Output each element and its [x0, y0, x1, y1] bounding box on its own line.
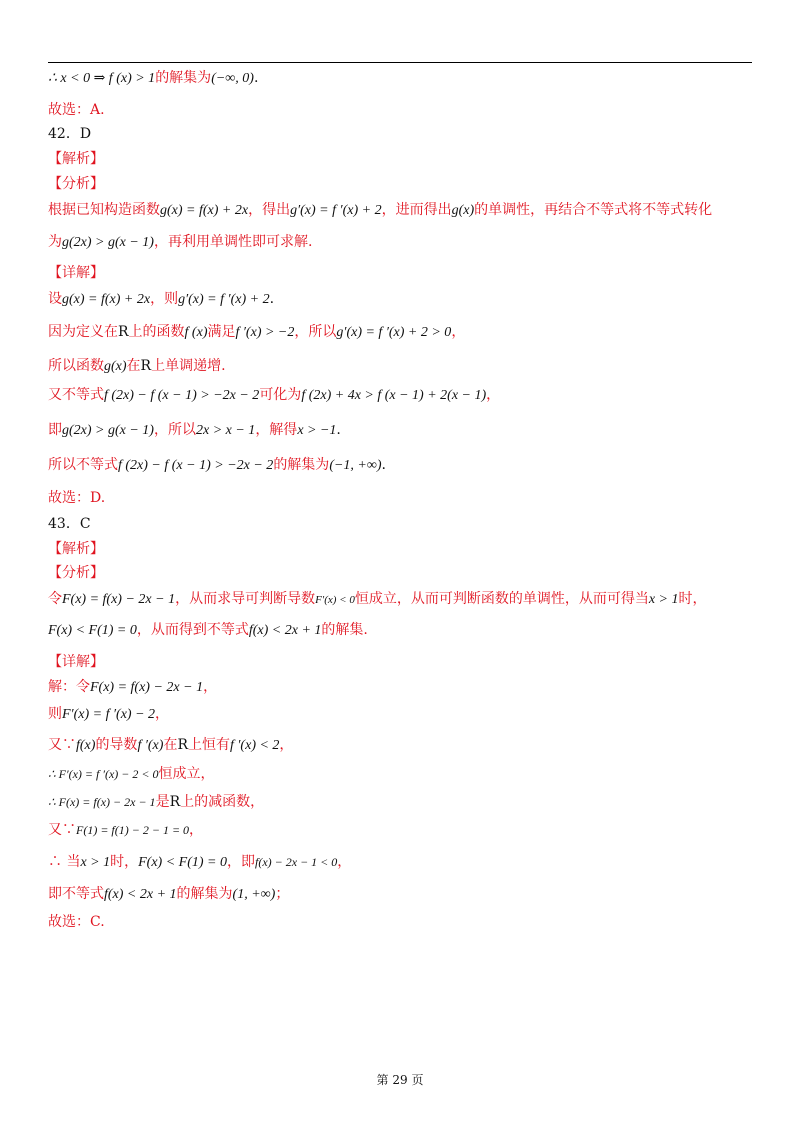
math-expr: f ′(x) < 2 — [229, 738, 280, 753]
math-expr: R — [118, 324, 129, 340]
math-expr: 2x > x − 1 — [195, 423, 256, 438]
question-number-43: 43．C — [48, 516, 91, 532]
text-line-6 — [48, 200, 752, 221]
math-expr: f ′(x) > −2 — [235, 325, 295, 340]
text-line-25 — [48, 764, 752, 784]
math-expr: R — [177, 737, 188, 753]
text-run: 上单调递增. — [151, 358, 226, 374]
text-line-9 — [48, 289, 752, 310]
math-expr: (−∞, 0) — [211, 71, 254, 86]
text-run: 上的函数 — [128, 324, 185, 340]
text-run: . — [381, 457, 386, 473]
section-jiexi: 【解析】 — [48, 151, 104, 167]
text-run: ，所以 — [153, 422, 196, 438]
text-run: 恒成立，从而可判断函数的单调性，从而可得当 — [354, 591, 649, 607]
text-run: ， — [279, 737, 294, 753]
text-run: 所以函数 — [48, 358, 104, 374]
text-run: ，从而得到不等式 — [136, 622, 249, 638]
text-line-28 — [48, 852, 752, 873]
answer-line-c: 故选：C. — [48, 914, 105, 930]
section-jiexi-2: 【解析】 — [48, 541, 104, 557]
math-expr: (1, +∞) — [232, 887, 276, 902]
text-line-27 — [48, 820, 752, 840]
math-expr: f (2x) + 4x > f (x − 1) + 2(x − 1) — [301, 388, 487, 403]
text-run: ， — [486, 387, 501, 403]
math-expr: g(x) — [451, 203, 475, 218]
text-line-20 — [48, 620, 752, 641]
text-run: 所以不等式 — [48, 457, 118, 473]
text-run: ， — [189, 822, 204, 838]
section-fenxi: 【分析】 — [48, 176, 104, 192]
text-run: 为 — [48, 234, 62, 250]
text-line-7 — [48, 232, 752, 253]
text-run: 时， — [678, 591, 707, 607]
section-xiangjie-2: 【详解】 — [48, 654, 104, 670]
text-run: 在 — [163, 737, 178, 753]
text-run: 解：令 — [48, 679, 90, 695]
text-run: ，即 — [227, 854, 255, 870]
text-run: 设 — [48, 291, 62, 307]
text-run: 上恒有 — [187, 737, 230, 753]
math-expr: f(x) − 2x − 1 < 0 — [255, 855, 338, 869]
math-expr: f ′(x) — [137, 738, 164, 753]
text-run: 的单调性，再结合不等式将不等式转化 — [474, 202, 713, 218]
text-run: 的导数 — [95, 737, 138, 753]
header-rule — [48, 62, 752, 63]
math-expr: g′(x) = f ′(x) + 2 — [178, 292, 270, 307]
section-fenxi-2: 【分析】 — [48, 565, 104, 581]
text-run: ，进而得出 — [381, 202, 452, 218]
math-expr: g(x) — [104, 359, 127, 374]
text-run: 上的减函数， — [180, 794, 265, 810]
text-run: ，从而求导可判断导数 — [175, 591, 316, 607]
math-expr: f (2x) − f (x − 1) > −2x − 2 — [104, 388, 260, 403]
text-run: 又∵ — [48, 822, 76, 838]
text-run: 时， — [110, 854, 139, 870]
text-run: 则 — [48, 706, 62, 722]
math-expr: F(1) = f(1) − 2 − 1 = 0 — [76, 823, 190, 837]
text-line-1 — [48, 68, 752, 89]
math-expr: F′(x) < 0 — [315, 594, 355, 606]
text-run: ， — [203, 679, 218, 695]
math-expr: F(x) = f(x) − 2x − 1 — [62, 592, 176, 607]
math-expr: ∴ F′(x) = f ′(x) − 2 < 0 — [48, 767, 159, 781]
math-expr: f(x) — [76, 738, 96, 753]
text-run: 可化为 — [259, 387, 302, 403]
math-expr: g(x) = f(x) + 2x — [62, 292, 151, 307]
text-run: 的解集为 — [155, 70, 212, 86]
math-expr: g′(x) = f ′(x) + 2 > 0 — [336, 325, 452, 340]
text-run: ，得出 — [248, 202, 291, 218]
math-expr: ∴ F(x) = f(x) − 2x − 1 — [48, 795, 156, 809]
answer-line-d: 故选：D. — [48, 490, 106, 506]
text-run: ； — [275, 886, 290, 902]
text-run: ∴ 当 — [48, 854, 81, 870]
math-expr: g(2x) > g(x − 1) — [62, 235, 154, 250]
text-run: 的解集为 — [176, 886, 233, 902]
math-expr: F(x) < F(1) = 0 — [48, 623, 137, 638]
text-run: 满足 — [207, 324, 236, 340]
text-run: 在 — [126, 358, 141, 374]
math-expr: f(x) < 2x + 1 — [248, 623, 322, 638]
text-run: . — [336, 422, 341, 438]
text-run: ， — [155, 706, 170, 722]
math-expr: (−1, +∞) — [329, 458, 382, 473]
text-run: ， — [451, 324, 466, 340]
text-line-22 — [48, 677, 752, 698]
text-run: 又∵ — [48, 737, 76, 753]
math-expr: f (2x) − f (x − 1) > −2x − 2 — [118, 458, 274, 473]
text-run: 又不等式 — [48, 387, 104, 403]
text-line-11 — [48, 356, 752, 377]
question-number-42: 42．D — [48, 126, 92, 142]
text-run: 是 — [155, 794, 170, 810]
math-expr: g(2x) > g(x − 1) — [62, 423, 154, 438]
text-line-19 — [48, 589, 752, 610]
math-expr: f (x) — [184, 325, 208, 340]
text-run: ，再利用单调性即可求解. — [153, 234, 313, 250]
text-line-12 — [48, 385, 752, 406]
text-run: . — [253, 70, 259, 86]
math-expr: x > −1 — [297, 423, 337, 438]
text-line-24 — [48, 735, 752, 756]
math-expr: F(x) = f(x) − 2x − 1 — [90, 680, 204, 695]
text-run: 即 — [48, 422, 62, 438]
text-run: 根据已知构造函数 — [48, 202, 160, 218]
math-expr: F′(x) = f ′(x) − 2 — [62, 707, 156, 722]
text-run: ，解得 — [255, 422, 298, 438]
text-run: 的解集. — [321, 622, 368, 638]
section-xiangjie: 【详解】 — [48, 265, 104, 281]
math-expr: f(x) < 2x + 1 — [104, 887, 177, 902]
text-run: 的解集为 — [273, 457, 330, 473]
answer-line-a: 故选：A. — [48, 102, 105, 118]
text-run: . — [269, 291, 275, 307]
math-expr: R — [169, 794, 181, 810]
math-expr: R — [140, 358, 152, 374]
text-run: ， — [337, 854, 352, 870]
text-line-14 — [48, 455, 752, 476]
text-run: 即不等式 — [48, 886, 104, 902]
text-line-23 — [48, 704, 752, 725]
text-run: ，所以 — [294, 324, 337, 340]
text-line-26 — [48, 792, 752, 812]
math-expr: x > 1 — [80, 855, 111, 870]
math-expr: g(x) = f(x) + 2x — [160, 203, 249, 218]
text-run: ，则 — [150, 291, 179, 307]
math-expr: ∴ x < 0 ⇒ f (x) > 1 — [48, 71, 156, 86]
text-line-13 — [48, 420, 752, 441]
text-run: 恒成立， — [158, 766, 215, 782]
page-number: 第 29 页 — [376, 1073, 424, 1087]
math-expr: F(x) < F(1) = 0 — [138, 855, 227, 870]
text-line-10 — [48, 322, 752, 343]
text-run: 因为定义在 — [48, 324, 118, 340]
text-run: 令 — [48, 591, 62, 607]
math-expr: x > 1 — [648, 592, 679, 607]
math-expr: g′(x) = f ′(x) + 2 — [290, 203, 382, 218]
text-line-29 — [48, 884, 752, 905]
